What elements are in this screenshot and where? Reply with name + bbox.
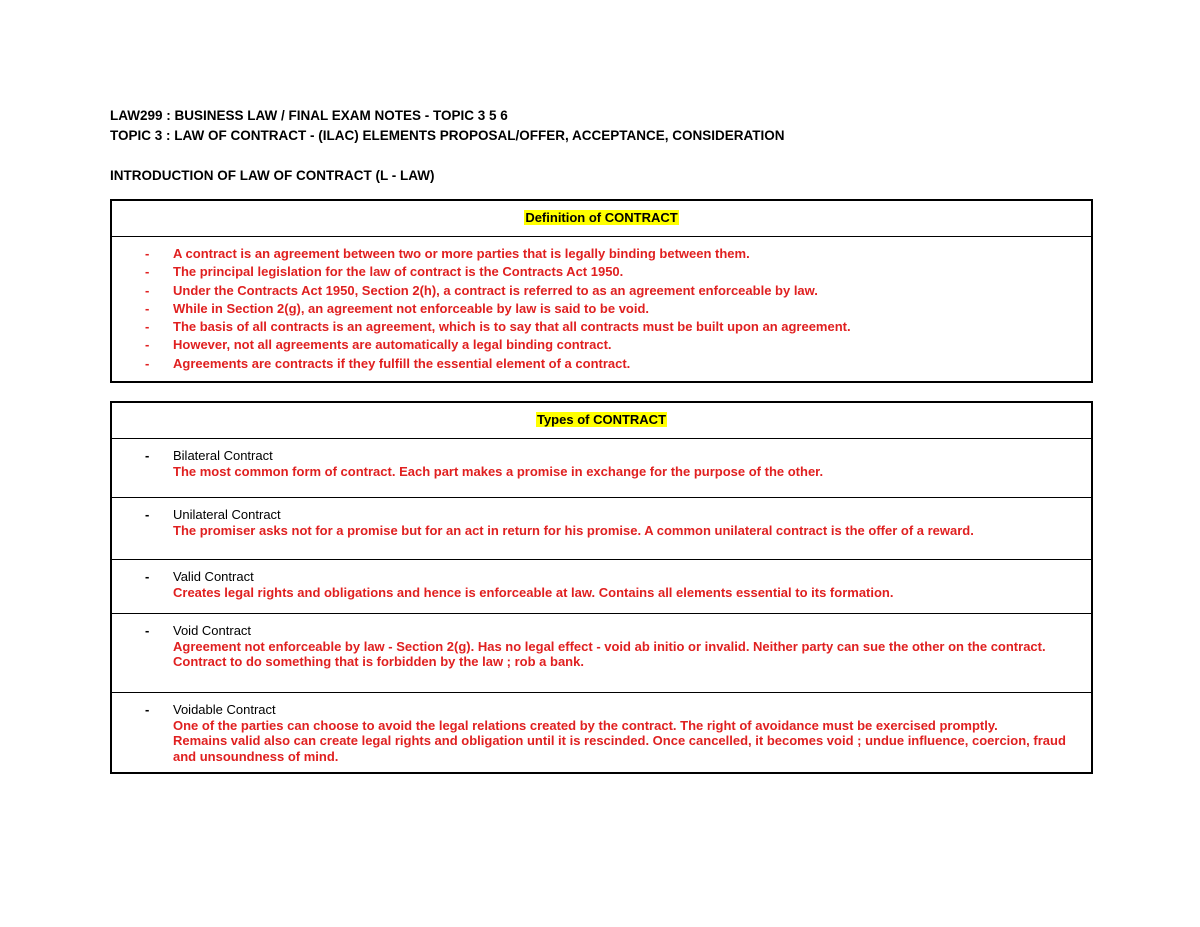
contract-type-name: Voidable Contract xyxy=(173,702,276,718)
bullet-dash: - xyxy=(145,319,150,335)
types-table xyxy=(110,401,1093,774)
list-item: - Agreements are contracts if they fulfill the essential element of a contract. xyxy=(112,355,1091,373)
definition-title: Definition of CONTRACT xyxy=(525,210,678,226)
topic-heading: TOPIC 3 : LAW OF CONTRACT - (ILAC) ELEMENTS PROPOSAL/OFFER, ACCEPTANCE, CONSIDERATION xyxy=(110,128,785,143)
list-item: - While in Section 2(g), an agreement not enforceable by law is said to be void. xyxy=(112,300,1091,318)
table-row xyxy=(111,614,1092,693)
list-item: - The basis of all contracts is an agreement, which is to say that all contracts must be built upon an agreement. xyxy=(112,318,1091,336)
contract-type-name: Bilateral Contract xyxy=(173,448,273,464)
contract-type-desc: Creates legal rights and obligations and hence is enforceable at law. Contains all elements essential to its formation. xyxy=(173,584,894,600)
document-title: LAW299 : BUSINESS LAW / FINAL EXAM NOTES - TOPIC 3 5 6 xyxy=(110,108,508,123)
bilateral-contract-cell xyxy=(111,439,1092,498)
contract-type-name: Void Contract xyxy=(173,623,252,639)
section-heading: INTRODUCTION OF LAW OF CONTRACT (L - LAW) xyxy=(110,168,435,183)
contract-type-desc: Agreement not enforceable by law - Section 2(g). Has no legal effect - void ab initio or invalid. Neither party can sue the other on the contract. xyxy=(173,638,1046,654)
bullet-dash: - xyxy=(145,337,150,353)
table-row xyxy=(111,560,1092,614)
table-row xyxy=(111,693,1092,774)
types-title: Types of CONTRACT xyxy=(536,412,667,428)
contract-type-desc: Remains valid also can create legal rights and obligation until it is rescinded. Once cancelled, it becomes void ; undue influence, coercion, fraud and unsoundness of mind. xyxy=(173,733,1066,764)
bullet-dash: - xyxy=(145,623,150,639)
definition-header-cell xyxy=(111,200,1092,237)
bullet-dash: - xyxy=(145,264,150,280)
bullet-dash: - xyxy=(145,355,150,371)
definition-body-cell xyxy=(111,237,1092,383)
list-item: - The principal legislation for the law of contract is the Contracts Act 1950. xyxy=(112,263,1091,281)
contract-type-desc: Contract to do something that is forbidden by the law ; rob a bank. xyxy=(173,654,584,670)
types-header-cell xyxy=(111,402,1092,439)
bullet-dash: - xyxy=(145,300,150,316)
list-item: - Under the Contracts Act 1950, Section 2(h), a contract is referred to as an agreement enforceable by law. xyxy=(112,282,1091,300)
unilateral-contract-cell xyxy=(111,498,1092,560)
bullet-dash: - xyxy=(145,246,150,261)
table-row xyxy=(111,498,1092,560)
contract-type-name: Valid Contract xyxy=(173,569,254,585)
document-page xyxy=(110,106,1093,774)
contract-type-name: Unilateral Contract xyxy=(173,507,281,523)
list-item: - However, not all agreements are automatically a legal binding contract. xyxy=(112,336,1091,354)
valid-contract-cell xyxy=(111,560,1092,614)
bullet-dash: - xyxy=(145,282,150,298)
bullet-dash: - xyxy=(145,448,150,464)
bullet-dash: - xyxy=(145,569,150,585)
contract-type-desc: The promiser asks not for a promise but for an act in return for his promise. A common unilateral contract is the offer of a reward. xyxy=(173,522,974,538)
list-item: - A contract is an agreement between two or more parties that is legally binding between them. xyxy=(112,245,1091,263)
bullet-dash: - xyxy=(145,507,150,523)
table-row xyxy=(111,439,1092,498)
contract-type-desc: The most common form of contract. Each part makes a promise in exchange for the purpose of the other. xyxy=(173,463,824,479)
definition-table xyxy=(110,199,1093,383)
voidable-contract-cell xyxy=(111,693,1092,774)
definition-list xyxy=(112,237,1091,381)
void-contract-cell xyxy=(111,614,1092,693)
bullet-dash: - xyxy=(145,702,150,718)
contract-type-desc: One of the parties can choose to avoid the legal relations created by the contract. The right of avoidance must be exercised promptly. xyxy=(173,717,998,733)
